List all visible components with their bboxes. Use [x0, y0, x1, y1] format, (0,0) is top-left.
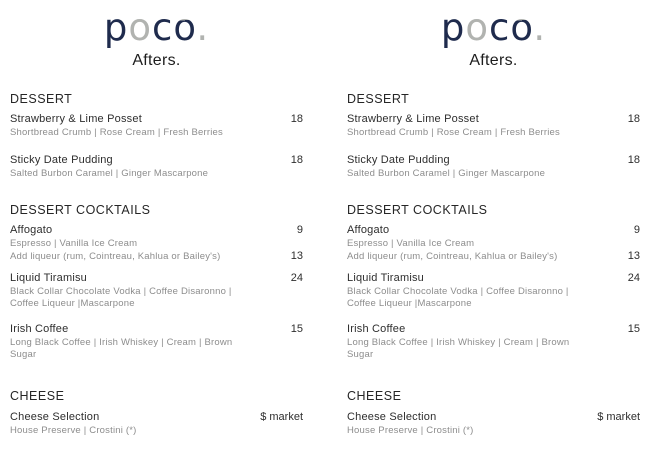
- item-addon-price: 13: [627, 249, 640, 262]
- item-price: 18: [290, 153, 303, 166]
- item-name: Liquid Tiramisu: [10, 271, 87, 284]
- logo-letter-o2: o: [510, 6, 534, 49]
- item-row: [347, 113, 640, 126]
- item-description: Long Black Coffee | Irish Whiskey | Cream | Brown: [347, 336, 570, 348]
- menu-item-cheese-selection: [10, 411, 303, 437]
- logo-letter-p: p: [440, 6, 466, 49]
- menu-column: [347, 0, 640, 436]
- item-name: Strawberry & Lime Posset: [10, 113, 142, 125]
- item-description: Salted Burbon Caramel | Ginger Mascarpone: [347, 167, 546, 179]
- item-name: Strawberry & Lime Posset: [347, 113, 479, 125]
- item-name: Liquid Tiramisu: [347, 271, 424, 284]
- item-description: Sugar: [347, 349, 374, 360]
- item-row: [10, 154, 303, 167]
- section-cheese: [10, 389, 303, 437]
- logo-period: .: [533, 6, 547, 49]
- logo-letter-o1: o: [465, 6, 490, 49]
- item-row: [347, 224, 640, 237]
- item-description: Coffee Liqueur |Mascarpone: [10, 298, 135, 309]
- item-price: $ market: [260, 410, 303, 423]
- item-description: Shortbread Crumb | Rose Cream | Fresh Berries: [10, 127, 223, 138]
- item-row: [347, 154, 640, 167]
- section-title: DESSERT: [10, 92, 73, 106]
- menu-item-sticky-date-pudding: [347, 154, 640, 180]
- item-row: [347, 323, 640, 336]
- item-price: 9: [296, 224, 303, 236]
- item-price: 18: [627, 113, 640, 125]
- item-row: [10, 224, 303, 237]
- section-cheese: [347, 389, 640, 437]
- menu-item-irish-coffee: [10, 323, 303, 361]
- item-row: [347, 411, 640, 424]
- item-addon-row: [347, 250, 640, 263]
- item-row: [10, 113, 303, 126]
- item-description: Espresso | Vanilla Ice Cream: [10, 238, 138, 249]
- item-name: Affogato: [10, 224, 53, 236]
- logo-letter-o1: o: [128, 6, 153, 49]
- item-addon-row: [10, 250, 303, 263]
- section-dessert: [347, 92, 640, 179]
- item-description: Black Collar Chocolate Vodka | Coffee Disaronno |: [10, 285, 232, 297]
- item-name: Cheese Selection: [10, 410, 100, 423]
- item-name: Irish Coffee: [347, 322, 406, 335]
- item-addon-text: Add liqueur (rum, Cointreau, Kahlua or Bailey's): [10, 250, 221, 262]
- item-description: Salted Burbon Caramel | Ginger Mascarpone: [10, 167, 209, 179]
- logo-letter-c: c: [152, 6, 174, 49]
- item-name: Cheese Selection: [347, 410, 437, 423]
- item-row: [10, 272, 303, 285]
- section-title: CHEESE: [10, 388, 65, 403]
- item-description: House Preserve | Crostini (*): [10, 424, 137, 436]
- poco-logo: [10, 6, 303, 50]
- menu-item-strawberry-lime-posset: [347, 113, 640, 139]
- menu-item-irish-coffee: [347, 323, 640, 361]
- item-name: Irish Coffee: [10, 322, 69, 335]
- item-price: 18: [290, 113, 303, 125]
- section-dessert-cocktails: [10, 203, 303, 361]
- section-title: DESSERT COCKTAILS: [347, 203, 488, 217]
- item-row: [10, 323, 303, 336]
- item-price: 24: [627, 271, 640, 284]
- menu-item-sticky-date-pudding: [10, 154, 303, 180]
- item-description: Sugar: [10, 349, 37, 360]
- item-price: $ market: [597, 410, 640, 423]
- menu-item-liquid-tiramisu: [10, 272, 303, 310]
- logo-period: .: [196, 6, 210, 49]
- item-description: House Preserve | Crostini (*): [347, 424, 474, 436]
- item-row: [10, 411, 303, 424]
- item-description: Black Collar Chocolate Vodka | Coffee Disaronno |: [347, 285, 569, 297]
- item-row: [347, 272, 640, 285]
- item-description: Shortbread Crumb | Rose Cream | Fresh Berries: [347, 127, 560, 138]
- item-addon-price: 13: [290, 249, 303, 262]
- menu-column: [10, 0, 303, 436]
- section-dessert-cocktails: [347, 203, 640, 361]
- item-name: Sticky Date Pudding: [347, 153, 450, 166]
- item-name: Sticky Date Pudding: [10, 153, 113, 166]
- item-price: 24: [290, 271, 303, 284]
- menu-item-affogato: [347, 224, 640, 263]
- item-price: 15: [290, 322, 303, 335]
- item-name: Affogato: [347, 224, 390, 236]
- menu-item-strawberry-lime-posset: [10, 113, 303, 139]
- logo-letter-c: c: [489, 6, 511, 49]
- item-addon-text: Add liqueur (rum, Cointreau, Kahlua or Bailey's): [347, 250, 558, 262]
- menu-subtitle: Afters.: [132, 52, 181, 69]
- item-description: Espresso | Vanilla Ice Cream: [347, 238, 475, 249]
- poco-logo: [347, 6, 640, 50]
- section-title: DESSERT: [347, 92, 410, 106]
- logo-letter-p: p: [103, 6, 129, 49]
- item-price: 18: [627, 153, 640, 166]
- section-title: CHEESE: [347, 388, 402, 403]
- menu-item-cheese-selection: [347, 411, 640, 437]
- item-description: Long Black Coffee | Irish Whiskey | Cream | Brown: [10, 336, 233, 348]
- item-description: Coffee Liqueur |Mascarpone: [347, 298, 472, 309]
- menu-item-liquid-tiramisu: [347, 272, 640, 310]
- menu-subtitle: Afters.: [469, 52, 518, 69]
- item-price: 9: [633, 224, 640, 236]
- menu-item-affogato: [10, 224, 303, 263]
- section-dessert: [10, 92, 303, 179]
- logo-letter-o2: o: [173, 6, 197, 49]
- item-price: 15: [627, 322, 640, 335]
- section-title: DESSERT COCKTAILS: [10, 203, 151, 217]
